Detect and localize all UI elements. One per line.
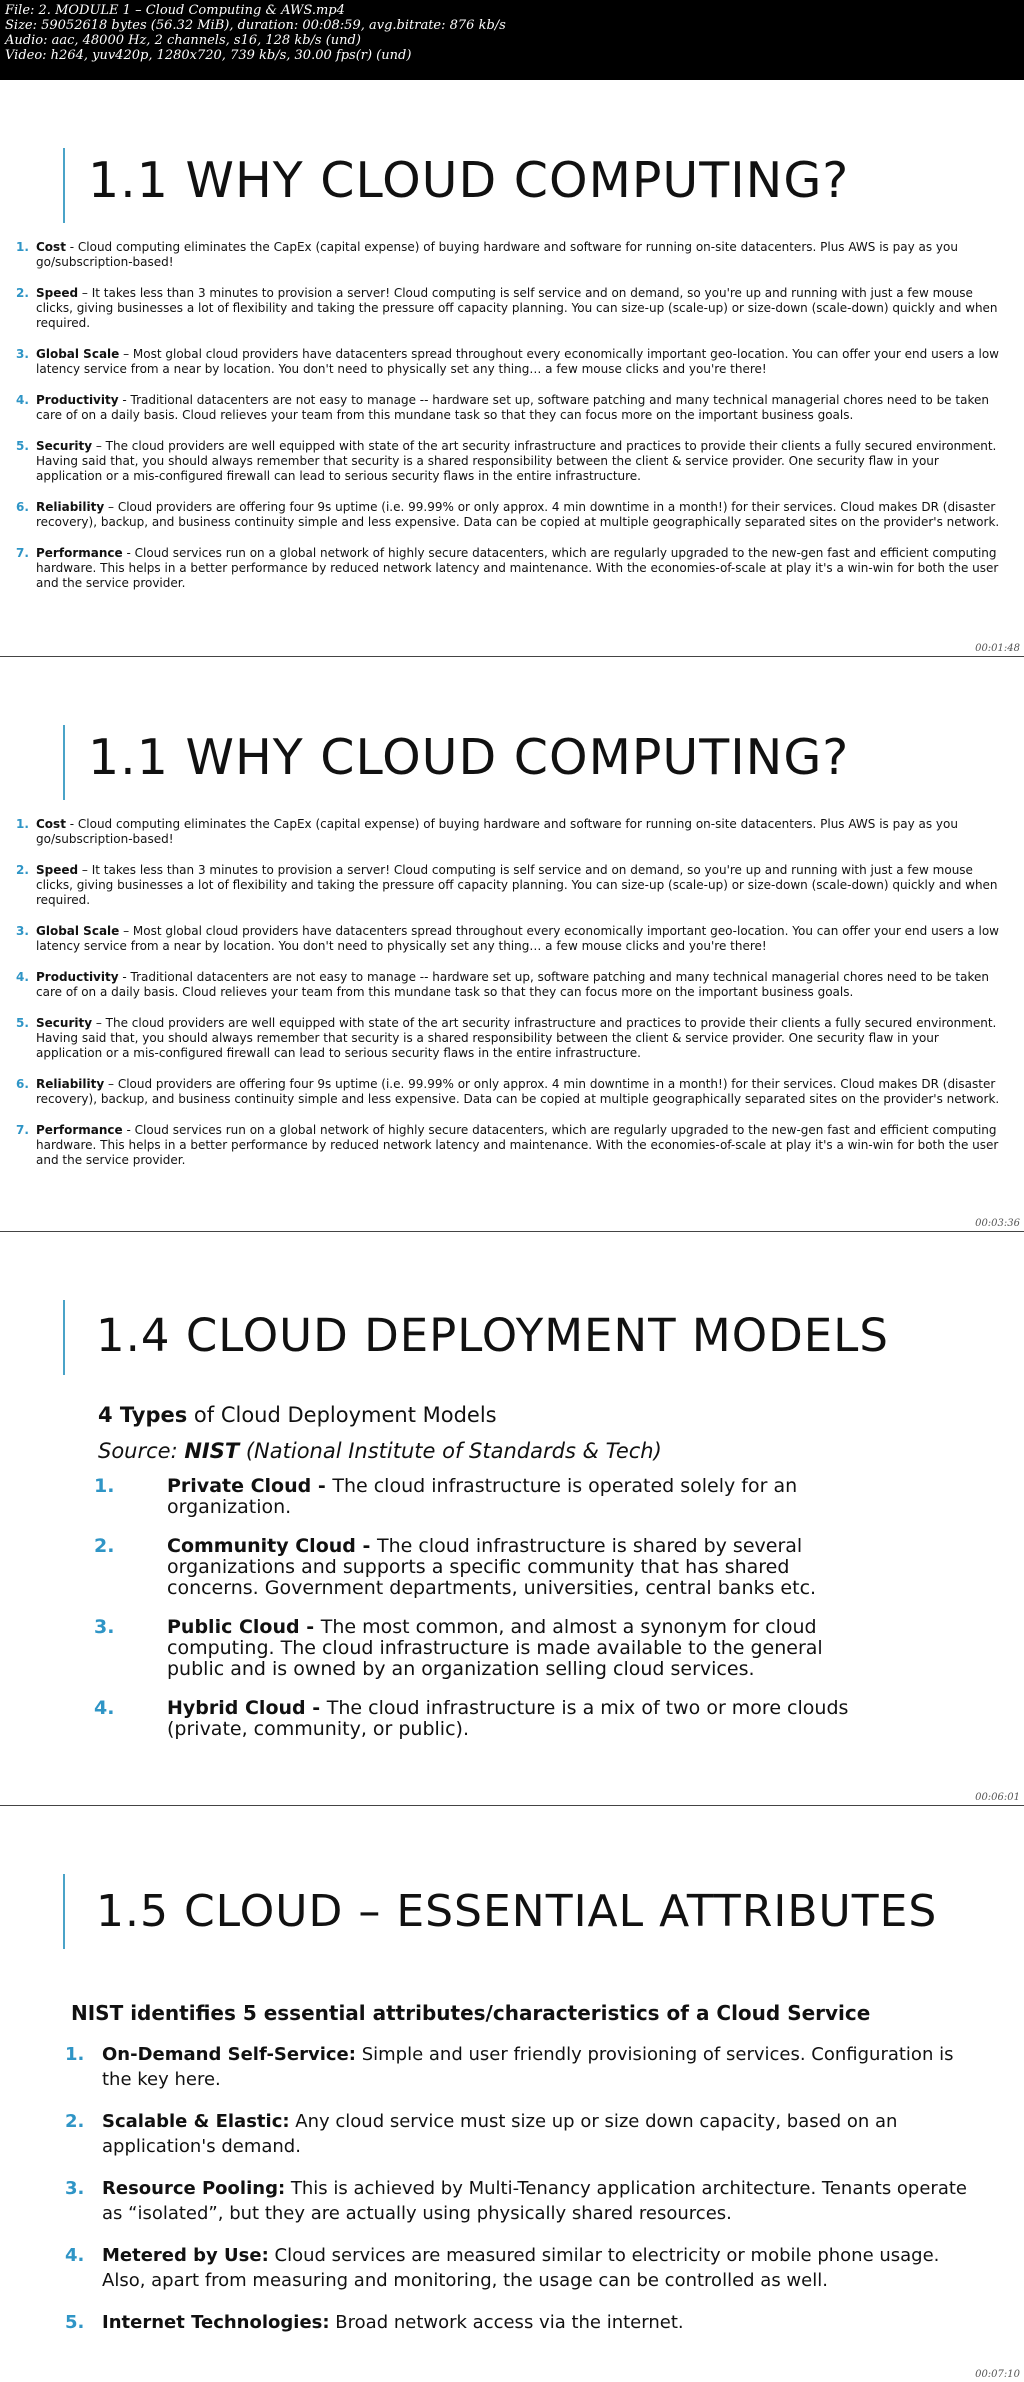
item-number: 4. (65, 2245, 85, 2266)
meta-size: Size: 59052618 bytes (56.32 MiB), duration: 00:08:59, avg.bitrate: 876 kb/s (5, 18, 506, 33)
item-number: 2. (94, 1535, 115, 1557)
slide-frame-4 (0, 1806, 1024, 2382)
list-item (94, 1476, 854, 1518)
list-item (94, 1698, 854, 1740)
item-title: Scalable & Elastic: (102, 2111, 290, 2132)
item-number: 6. (16, 500, 29, 514)
item-text: Broad network access via the internet. (329, 2312, 684, 2333)
slide-title: 1.5 CLOUD – ESSENTIAL ATTRIBUTES (96, 1886, 938, 1937)
item-title: Community Cloud - (167, 1535, 377, 1557)
list-item (94, 1536, 854, 1599)
item-number: 1. (16, 240, 29, 254)
item-number: 2. (16, 863, 29, 877)
types-rest: of Cloud Deployment Models (187, 1403, 497, 1427)
item-number: 7. (16, 1123, 29, 1137)
types-count: 4 Types (98, 1403, 188, 1427)
item-title: Performance (36, 1123, 123, 1137)
item-text: – The cloud providers are well equipped with state of the art security infrastructure and practices to provide their clients a fully secured environment. Having said that, you should always remember that security is a shared responsibility between the client & service provider. One security flaw in your application or a mis-configured firewall can lead to serious security flaws in the entire infrastructure. (36, 439, 997, 483)
list-item (16, 546, 1004, 591)
reasons-list (16, 240, 1004, 607)
deployment-models-list (94, 1476, 854, 1758)
item-text: - Traditional datacenters are not easy to manage -- hardware set up, software patching and many technical managerial chores need to be taken care of on a daily basis. Cloud relieves your team from this mundane task so that they can focus more on the important business goals. (36, 393, 989, 422)
item-text: - Cloud computing eliminates the CapEx (capital expense) of buying hardware and software for running on-site datacenters. Plus AWS is pay as you go/subscription-based! (36, 817, 958, 846)
item-number: 5. (65, 2312, 85, 2333)
item-text: Cloud services are measured similar to electricity or mobile phone usage. Also, apart from measuring and monitoring, the usage can be controlled as well. (102, 2245, 940, 2291)
item-title: Security (36, 439, 93, 453)
list-item (16, 500, 1004, 530)
title-accent-bar (63, 148, 65, 223)
item-title: Public Cloud - (167, 1616, 321, 1638)
timestamp: 00:06:01 (975, 1792, 1020, 1803)
title-accent-bar (63, 725, 65, 800)
item-title: Private Cloud - (167, 1475, 333, 1497)
item-number: 4. (16, 970, 29, 984)
slide-subtitle: NIST identifies 5 essential attributes/characteristics of a Cloud Service (71, 2001, 871, 2025)
timestamp: 00:03:36 (975, 1218, 1020, 1229)
list-item (16, 1077, 1004, 1107)
item-number: 1. (65, 2044, 85, 2065)
item-title: Cost (36, 240, 66, 254)
item-text: – Most global cloud providers have datacenters spread throughout every economically important geo-location. You can offer your end users a low latency service from a near by location. You don't need to physically set any thing… a few mouse clicks and you're there! (36, 347, 999, 376)
item-text: This is achieved by Multi-Tenancy application architecture. Tenants operate as “isolated”, but they are actually using physically shared resources. (102, 2178, 967, 2224)
source-prefix: Source: (98, 1439, 185, 1463)
item-text: - Traditional datacenters are not easy to manage -- hardware set up, software patching and many technical managerial chores need to be taken care of on a daily basis. Cloud relieves your team from this mundane task so that they can focus more on the important business goals. (36, 970, 989, 999)
item-title: Cost (36, 817, 66, 831)
list-item (16, 439, 1004, 484)
item-text: - Cloud services run on a global network of highly secure datacenters, which are regularly upgraded to the new-gen fast and efficient computing hardware. This helps in a better performance by reduced network latency and maintenance. With the economies-of-scale at play it's a win-win for both the user and the service provider. (36, 1123, 999, 1167)
item-title: Internet Technologies: (102, 2312, 330, 2333)
slide-title: 1.1 WHY CLOUD COMPUTING? (88, 729, 850, 786)
item-text: – Most global cloud providers have datacenters spread throughout every economically important geo-location. You can offer your end users a low latency service from a near by location. You don't need to physically set any thing… a few mouse clicks and you're there! (36, 924, 999, 953)
item-number: 2. (65, 2111, 85, 2132)
item-text: - Cloud services run on a global network of highly secure datacenters, which are regularly upgraded to the new-gen fast and efficient computing hardware. This helps in a better performance by reduced network latency and maintenance. With the economies-of-scale at play it's a win-win for both the user and the service provider. (36, 546, 999, 590)
item-number: 3. (16, 347, 29, 361)
item-title: On-Demand Self-Service: (102, 2044, 356, 2065)
item-text: The cloud infrastructure is operated solely for an organization. (167, 1475, 798, 1518)
slide-title: 1.1 WHY CLOUD COMPUTING? (88, 152, 850, 209)
item-title: Speed (36, 286, 79, 300)
list-item (65, 2176, 980, 2226)
item-number: 1. (16, 817, 29, 831)
item-number: 5. (16, 439, 29, 453)
item-title: Global Scale (36, 924, 120, 938)
list-item (16, 970, 1004, 1000)
item-text: Any cloud service must size up or size down capacity, based on an application's demand. (102, 2111, 898, 2157)
list-item (16, 1123, 1004, 1168)
list-item (65, 2109, 980, 2159)
list-item (16, 863, 1004, 908)
item-number: 4. (94, 1697, 115, 1719)
list-item (16, 817, 1004, 847)
slide-title: 1.4 CLOUD DEPLOYMENT MODELS (96, 1309, 889, 1362)
list-item (16, 240, 1004, 270)
item-number: 7. (16, 546, 29, 560)
item-title: Reliability (36, 500, 105, 514)
item-number: 3. (16, 924, 29, 938)
list-item (65, 2310, 980, 2335)
item-number: 2. (16, 286, 29, 300)
item-title: Productivity (36, 393, 119, 407)
list-item (16, 286, 1004, 331)
list-item (16, 393, 1004, 423)
item-text: – Cloud providers are offering four 9s uptime (i.e. 99.99% or only approx. 4 min downtime in a month!) for their services. Cloud makes DR (disaster recovery), backup, and business continuity simple and less expensive. Data can be copied at multiple geographically separated sites on the provider's network. (36, 500, 1000, 529)
item-text: The cloud infrastructure is shared by several organizations and supports a specific community that has shared concerns. Government departments, universities, central banks etc. (167, 1535, 817, 1599)
list-item (65, 2243, 980, 2293)
item-text: – The cloud providers are well equipped with state of the art security infrastructure and practices to provide their clients a fully secured environment. Having said that, you should always remember that security is a shared responsibility between the client & service provider. One security flaw in your application or a mis-configured firewall can lead to serious security flaws in the entire infrastructure. (36, 1016, 997, 1060)
item-title: Hybrid Cloud - (167, 1697, 327, 1719)
title-accent-bar (63, 1874, 65, 1949)
meta-audio: Audio: aac, 48000 Hz, 2 channels, s16, 128 kb/s (und) (5, 33, 361, 48)
item-text: The cloud infrastructure is a mix of two or more clouds (private, community, or public). (167, 1697, 849, 1740)
timestamp: 00:07:10 (975, 2369, 1020, 2380)
item-title: Performance (36, 546, 123, 560)
item-text: The most common, and almost a synonym for cloud computing. The cloud infrastructure is made available to the general public and is owned by an organization selling cloud services. (167, 1616, 823, 1680)
list-item (16, 1016, 1004, 1061)
item-text: – It takes less than 3 minutes to provision a server! Cloud computing is self service and on demand, so you're up and running with just a few mouse clicks, giving businesses a lot of flexibility and taking the pressure off capacity planning. You can size-up (scale-up) or size-down (scale-down) quickly and when required. (36, 863, 998, 907)
source-org: NIST (184, 1439, 240, 1463)
item-title: Resource Pooling: (102, 2178, 286, 2199)
list-item (16, 924, 1004, 954)
meta-file: File: 2. MODULE 1 – Cloud Computing & AWS.mp4 (5, 3, 345, 18)
item-number: 3. (94, 1616, 115, 1638)
item-number: 3. (65, 2178, 85, 2199)
list-item (94, 1617, 854, 1680)
title-accent-bar (63, 1300, 65, 1375)
types-line (98, 1402, 497, 1428)
attributes-list (65, 2042, 980, 2352)
item-number: 6. (16, 1077, 29, 1091)
list-item (16, 347, 1004, 377)
source-line (98, 1438, 662, 1464)
slide-frame-1 (0, 80, 1024, 657)
meta-video: Video: h264, yuv420p, 1280x720, 739 kb/s, 30.00 fps(r) (und) (5, 48, 412, 63)
list-item (65, 2042, 980, 2092)
reasons-list (16, 817, 1004, 1184)
item-title: Reliability (36, 1077, 105, 1091)
slide-frame-2 (0, 657, 1024, 1232)
timestamp: 00:01:48 (975, 643, 1020, 654)
item-text: – Cloud providers are offering four 9s uptime (i.e. 99.99% or only approx. 4 min downtime in a month!) for their services. Cloud makes DR (disaster recovery), backup, and business continuity simple and less expensive. Data can be copied at multiple geographically separated sites on the provider's network. (36, 1077, 1000, 1106)
item-title: Speed (36, 863, 79, 877)
item-text: - Cloud computing eliminates the CapEx (capital expense) of buying hardware and software for running on-site datacenters. Plus AWS is pay as you go/subscription-based! (36, 240, 958, 269)
item-number: 1. (94, 1475, 115, 1497)
item-title: Security (36, 1016, 93, 1030)
item-text: – It takes less than 3 minutes to provision a server! Cloud computing is self service and on demand, so you're up and running with just a few mouse clicks, giving businesses a lot of flexibility and taking the pressure off capacity planning. You can size-up (scale-up) or size-down (scale-down) quickly and when required. (36, 286, 998, 330)
item-title: Metered by Use: (102, 2245, 269, 2266)
item-number: 4. (16, 393, 29, 407)
slide-frame-3 (0, 1232, 1024, 1806)
item-title: Productivity (36, 970, 119, 984)
item-number: 5. (16, 1016, 29, 1030)
source-rest: (National Institute of Standards & Tech) (239, 1439, 662, 1463)
item-title: Global Scale (36, 347, 120, 361)
video-metadata-header (0, 0, 1024, 80)
item-text: Simple and user friendly provisioning of services. Configuration is the key here. (102, 2044, 954, 2090)
